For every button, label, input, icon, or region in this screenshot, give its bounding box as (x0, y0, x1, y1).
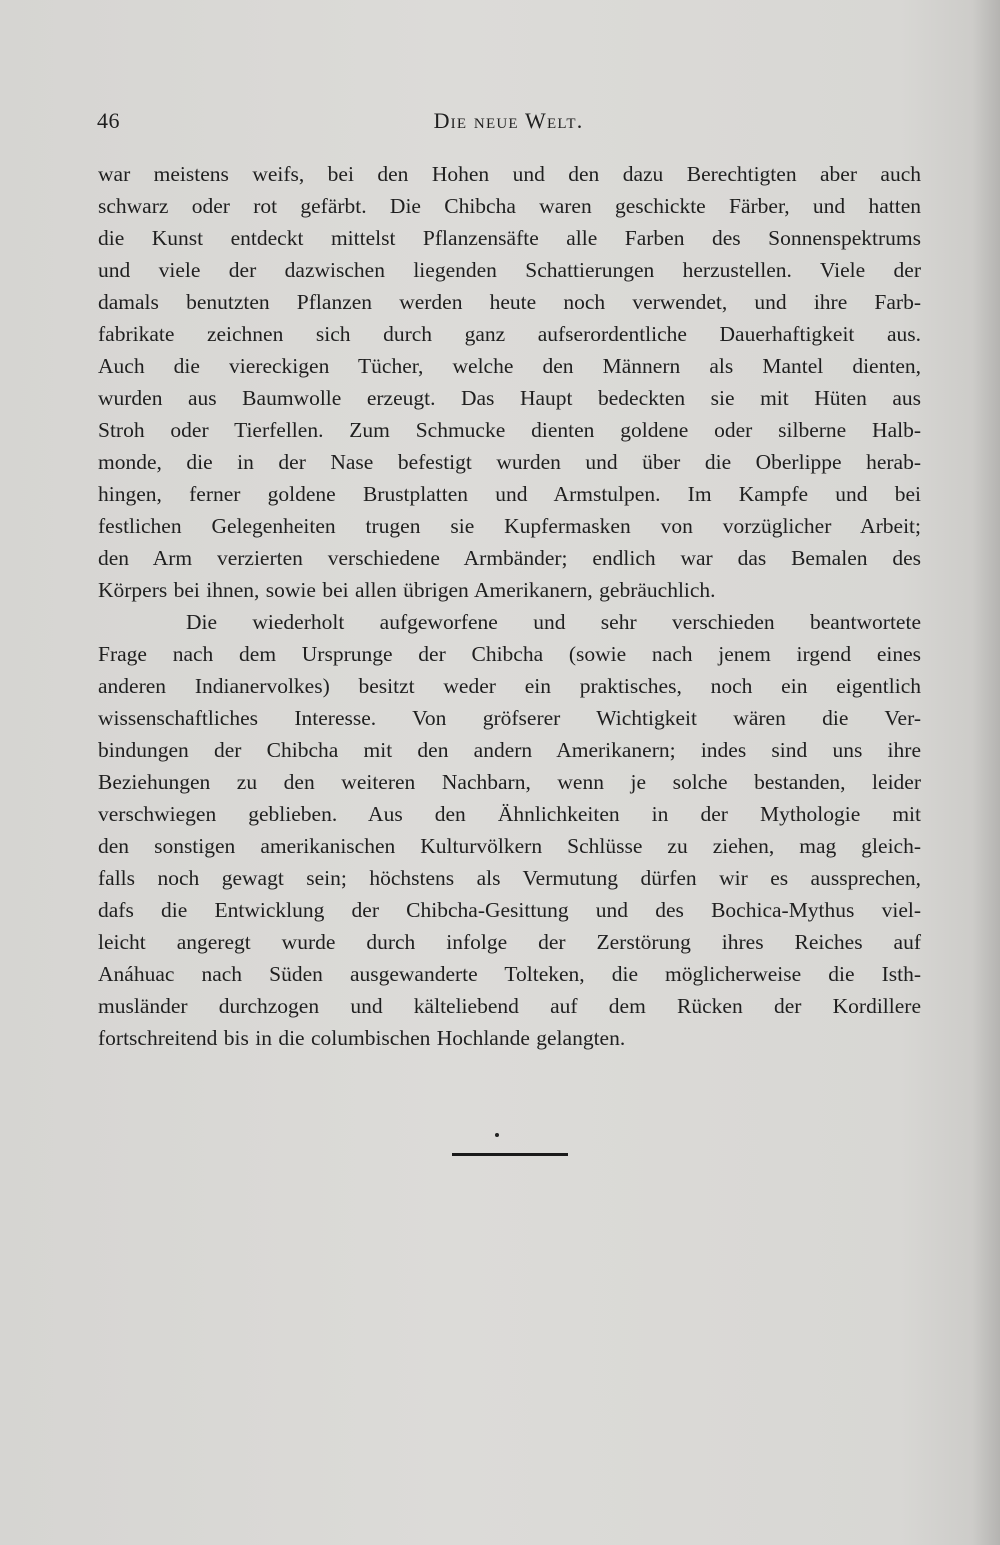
text-line: monde, die in der Nase befestigt wurden und über die Oberlippe herab- (98, 450, 921, 474)
end-ornament-dot (495, 1133, 499, 1137)
text-line: Stroh oder Tierfellen. Zum Schmucke dienten goldene oder silberne Halb- (98, 418, 921, 442)
text-line: den Arm verzierten verschiedene Armbänder; endlich war das Bemalen des (98, 546, 921, 570)
running-head: Die neue Welt. (433, 108, 584, 133)
text-line: verschwiegen geblieben. Aus den Ähnlichkeiten in der Mythologie mit (98, 802, 921, 826)
text-line: dafs die Entwicklung der Chibcha-Gesittung und des Bochica-Mythus viel- (98, 898, 921, 922)
page-edge-shadow (972, 0, 1000, 1545)
text-line: falls noch gewagt sein; höchstens als Vermutung dürfen wir es aussprechen, (98, 866, 921, 890)
text-line: fabrikate zeichnen sich durch ganz aufserordentliche Dauerhaftigkeit aus. (98, 322, 921, 346)
text-line: Anáhuac nach Süden ausgewanderte Tolteken, die möglicherweise die Isth- (98, 962, 921, 986)
text-line: Auch die viereckigen Tücher, welche den Männern als Mantel dienten, (98, 354, 921, 378)
text-line: musländer durchzogen und kälteliebend auf dem Rücken der Kordillere (98, 994, 921, 1018)
text-line: war meistens weifs, bei den Hohen und den dazu Berechtigten aber auch (98, 162, 921, 186)
text-line: Frage nach dem Ursprunge der Chibcha (sowie nach jenem irgend eines (98, 642, 921, 666)
paragraph (98, 606, 921, 1054)
page-header (97, 108, 920, 140)
end-rule (452, 1153, 568, 1156)
body-text (98, 158, 921, 1054)
text-line: anderen Indianervolkes) besitzt weder ein praktisches, noch ein eigentlich (98, 674, 921, 698)
text-line: wissenschaftliches Interesse. Von gröfserer Wichtigkeit wären die Ver- (98, 706, 921, 730)
text-line: wurden aus Baumwolle erzeugt. Das Haupt bedeckten sie mit Hüten aus (98, 386, 921, 410)
text-line: festlichen Gelegenheiten trugen sie Kupfermasken von vorzüglicher Arbeit; (98, 514, 921, 538)
text-line: die Kunst entdeckt mittelst Pflanzensäfte alle Farben des Sonnenspektrums (98, 226, 921, 250)
text-line: Körpers bei ihnen, sowie bei allen übrigen Amerikanern, gebräuchlich. (98, 578, 716, 602)
paragraph (98, 158, 921, 606)
text-line: schwarz oder rot gefärbt. Die Chibcha waren geschickte Färber, und hatten (98, 194, 921, 218)
text-line: bindungen der Chibcha mit den andern Amerikanern; indes sind uns ihre (98, 738, 921, 762)
page-number: 46 (97, 108, 120, 133)
text-line: hingen, ferner goldene Brustplatten und Armstulpen. Im Kampfe und bei (98, 482, 921, 506)
text-line: damals benutzten Pflanzen werden heute noch verwendet, und ihre Farb- (98, 290, 921, 314)
text-line: und viele der dazwischen liegenden Schattierungen herzustellen. Viele der (98, 258, 921, 282)
text-line: den sonstigen amerikanischen Kulturvölkern Schlüsse zu ziehen, mag gleich- (98, 834, 921, 858)
text-line: Die wiederholt aufgeworfene und sehr verschieden beantwortete (186, 610, 921, 634)
text-line: fortschreitend bis in die columbischen Hochlande gelangten. (98, 1026, 626, 1050)
text-line: Beziehungen zu den weiteren Nachbarn, wenn je solche bestanden, leider (98, 770, 921, 794)
text-line: leicht angeregt wurde durch infolge der Zerstörung ihres Reiches auf (98, 930, 921, 954)
